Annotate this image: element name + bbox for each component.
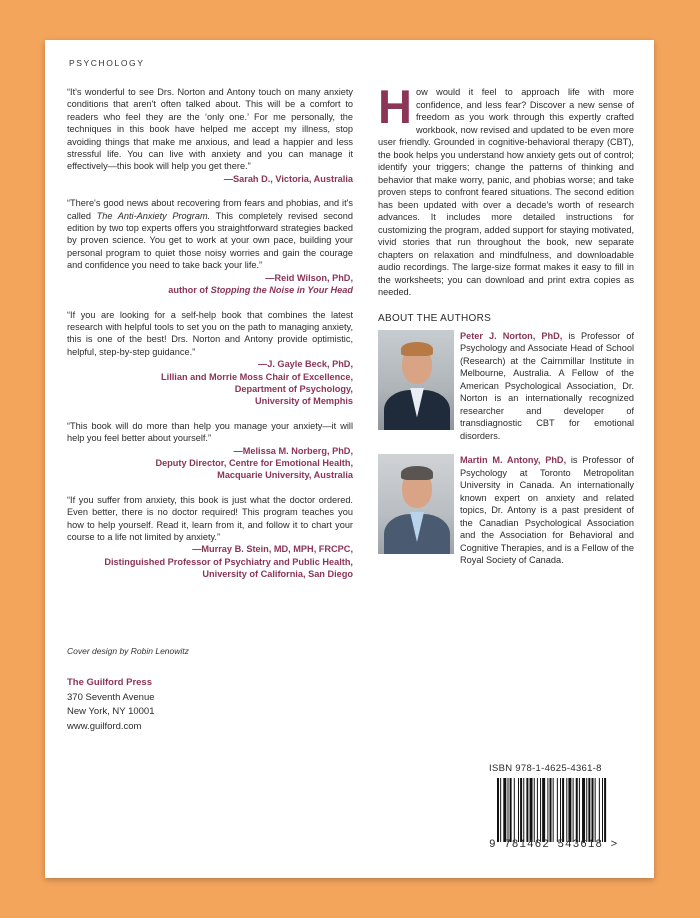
endorsement-attribution-line: Lillian and Morrie Moss Chair of Excellence,: [161, 371, 353, 382]
endorsement-3: [67, 309, 353, 408]
endorsement-attribution: —J. Gayle Beck, PhD,: [258, 359, 353, 370]
endorsement-text: “There's good news about recovering from fears and phobias, and it's called The Anti-Anxiety Program. This completely revised second edition by two top experts offers you straightforward strategies backed by proven science. You get to work at your own pace, building your personal program to quiet those noisy worries and gain the courage and confidence you need to take back your life.”: [67, 198, 353, 271]
endorsements-column: [67, 86, 353, 593]
endorsement-text: “It's wonderful to see Drs. Norton and Antony touch on many anxiety conditions that aren't often talked about. This will be a comfort to readers who feel they are the ‘only one.’ For me personally, the techniques in this book have helped me accept my illness, stop avoiding things that make me anxious, and lead a happier and less stressful life. You can live with anxiety and you can manage it effectively—this book will help you get there.”: [67, 87, 353, 172]
category-label: PSYCHOLOGY: [69, 58, 145, 68]
author-bio: is Professor of Psychology and Associate Head of School (Research) at the Cairnmillar Institute in Melbourne, Australia. A Fellow of the American Psychological Association, Dr. Norton is an internationally recognized researcher and developer of transdiagnostic CBT for emotional disorders.: [460, 330, 634, 441]
author-photo: [378, 330, 454, 430]
description-column: [378, 80, 634, 579]
endorsement-text: “If you suffer from anxiety, this book is just what the doctor ordered. Even better, there is no doctor required! This program teaches you how to help yourself. Read it, learn from it, and follow it to chart your course to a life not limited by anxiety.”: [67, 494, 353, 542]
author-norton: [378, 330, 634, 443]
endorsement-attribution-line: Distinguished Professor of Psychiatry and Public Health,: [104, 556, 353, 567]
drop-cap: H: [378, 80, 412, 133]
endorsement-2: [67, 197, 353, 296]
endorsement-attribution: —Sarah D., Victoria, Australia: [223, 173, 353, 184]
endorsement-text: “If you are looking for a self-help book that combines the latest research with helpful tools to set you on the path to managing anxiety, this is one of the best! Drs. Norton and Antony provide optimistic, helpful, step-by-step guidance.”: [67, 309, 353, 357]
author-bio: is Professor of Psychology at Toronto Metropolitan University in Canada. An internationally known expert on anxiety and related topics, Dr. Antony is a past president of the Canadian Psychological Association and the Association for Behavioral and Cognitive Therapies, and is a Fellow of the Royal Society of Canada.: [460, 455, 634, 565]
barcode-box: [477, 757, 649, 857]
endorsement-text: “This book will do more than help you manage your anxiety—it will help you feel better about yourself.”: [67, 420, 353, 444]
author-photo: [378, 454, 454, 554]
endorsement-4: [67, 420, 353, 482]
publisher-website: www.guilford.com: [67, 720, 142, 732]
endorsement-attribution-line: University of Memphis: [254, 396, 353, 407]
publisher-address-line2: New York, NY 10001: [67, 706, 155, 717]
author-antony: [378, 454, 634, 567]
endorsement-attribution: —Murray B. Stein, MD, MPH, FRCPC,: [192, 544, 353, 555]
back-cover: [45, 40, 654, 878]
publisher-name: The Guilford Press: [67, 677, 152, 688]
endorsement-attribution-line: Deputy Director, Centre for Emotional Health,: [155, 457, 353, 468]
author-name: Martin M. Antony, PhD,: [460, 455, 567, 465]
author-name: Peter J. Norton, PhD,: [460, 330, 563, 341]
endorsement-5: [67, 494, 353, 581]
description-text: ow would it feel to approach life with more confidence, and less fear? Discover a new sense of freedom as you work through this expertly crafted workbook, now revised and updated to be even more user friendly. Grounded in cognitive-behavioral therapy (CBT), the book helps you understand how anxiety gets out of control; identify your triggers; change the patterns of thinking and behavior that make worry, panic, and phobias worse; and take proven steps to confront feared situations. The second edition has been updated with over a decade's worth of research advances. It includes more detailed instructions for customizing the program, added support for staying motivated, vivid stories that run throughout the book, new separate chapters on relaxation and mindfulness, and downloadable audio recordings. The large-size format makes it easy to fill in the worksheets; you can download and print extra copies as needed.: [378, 87, 634, 297]
barcode-number: 9 781462 543618 >: [489, 839, 619, 851]
endorsement-attribution-line: University of California, San Diego: [202, 569, 353, 580]
endorsement-1: [67, 86, 353, 185]
endorsement-attribution: —Melissa M. Norberg, PhD,: [233, 445, 353, 456]
isbn-label: ISBN 978-1-4625-4361-8: [489, 763, 602, 774]
cover-credit: Cover design by Robin Lenowitz: [67, 646, 189, 656]
book-description: [378, 80, 634, 299]
book-title: The Anti-Anxiety Program.: [96, 210, 211, 221]
endorsement-attribution-line: Macquarie University, Australia: [217, 470, 353, 481]
endorsement-attribution-line: Department of Psychology,: [234, 383, 353, 394]
publisher-block: [67, 676, 155, 734]
endorsement-attribution-line: author of Stopping the Noise in Your Head: [168, 285, 353, 296]
barcode-icon: [497, 778, 643, 842]
endorsement-attribution: —Reid Wilson, PhD,: [265, 272, 353, 283]
publisher-address-line1: 370 Seventh Avenue: [67, 691, 155, 703]
about-authors-heading: ABOUT THE AUTHORS: [378, 312, 492, 324]
